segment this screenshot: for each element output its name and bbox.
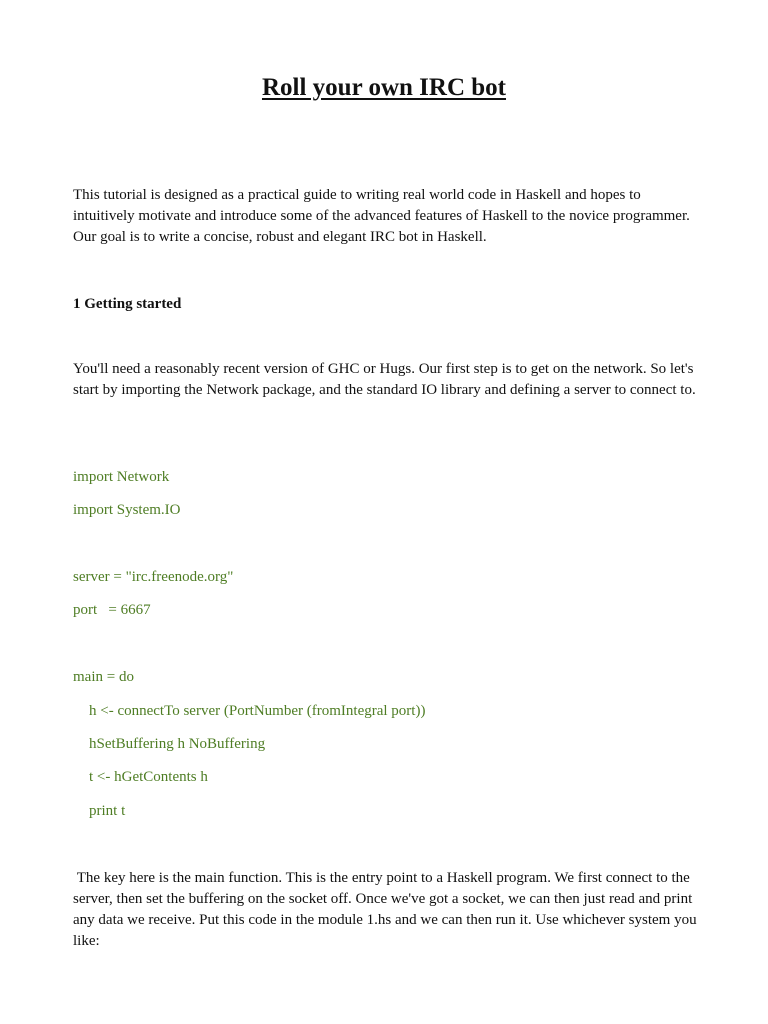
- section-heading: 1 Getting started: [73, 296, 182, 312]
- document-title: Roll your own IRC bot: [261, 74, 507, 101]
- code-server-line: server = "irc.freenode.org": [73, 569, 234, 585]
- code-import-network: import Network: [73, 469, 170, 485]
- code-connect-line: h <- connectTo server (PortNumber (fromIntegral port)): [89, 703, 426, 719]
- code-print-line: print t: [89, 803, 126, 819]
- code-import-system-io: import System.IO: [73, 502, 181, 518]
- closing-paragraph: The key here is the main function. This is the entry point to a Haskell program. We first connect to the server, then set the buffering on the socket off. Once we've got a socket, we can then just read and print any data we receive. Put this code in the module 1.hs and we can then run it. Use whichever system you like:: [73, 870, 701, 949]
- code-buffering-line: hSetBuffering h NoBuffering: [89, 736, 266, 752]
- code-contents-line: t <- hGetContents h: [89, 769, 208, 785]
- intro-paragraph: This tutorial is designed as a practical guide to writing real world code in Haskell and hopes to intuitively motivate and introduce some of the advanced features of Haskell to the novice programmer. Our goal is to write a concise, robust and elegant IRC bot in Haskell.: [73, 187, 690, 245]
- section-paragraph: You'll need a reasonably recent version of GHC or Hugs. Our first step is to get on the network. So let's start by importing the Network package, and the standard IO library and defining a server to connect to.: [73, 361, 696, 398]
- code-port-line: port = 6667: [73, 602, 151, 618]
- code-main-line: main = do: [73, 669, 134, 685]
